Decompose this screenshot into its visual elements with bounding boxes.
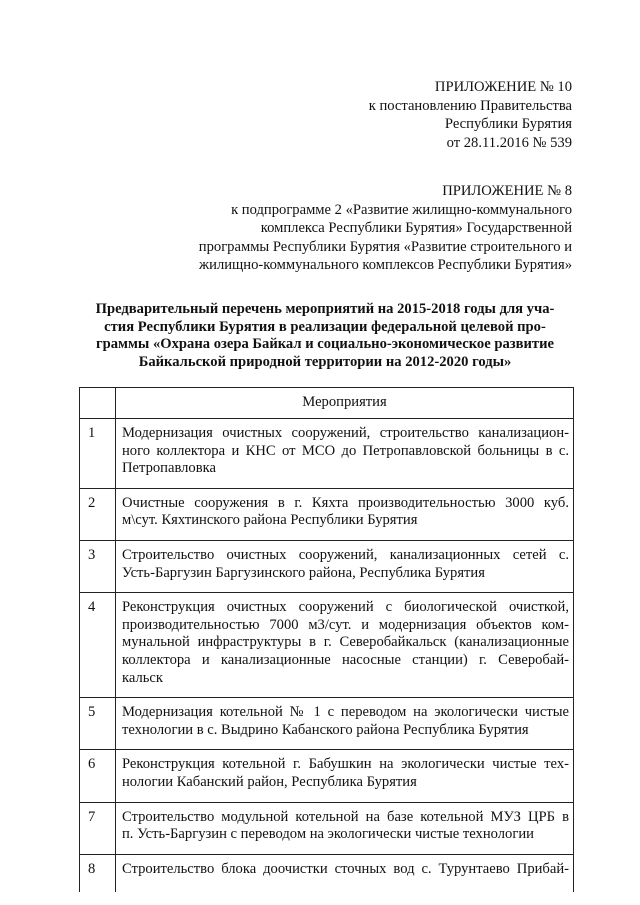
measure-text-line: Очистные сооружения в г. Кяхта производительностью 3000 куб. — [122, 494, 569, 511]
measure-text-line: ного коллектора и КНС от МСО до Петропавловской больницы в с. — [122, 442, 569, 459]
appendix-8-line: комплекса Республики Бурятия» Государственной — [260, 220, 572, 237]
row-measure-cell — [116, 802, 574, 854]
row-measure-cell — [116, 698, 574, 750]
table-row — [80, 854, 574, 892]
appendix-8-heading: ПРИЛОЖЕНИЕ № 8 — [442, 183, 572, 199]
measure-text-line: технологии в с. Выдрино Кабанского района Республика Бурятия — [122, 721, 529, 738]
row-number-cell: 2 — [80, 488, 116, 540]
table-row — [80, 698, 574, 750]
measure-text-line: Модернизация очистных сооружений, строительство канализацион- — [122, 425, 569, 441]
appendix-10-heading: ПРИЛОЖЕНИЕ № 10 — [434, 79, 572, 95]
measure-text-line: Петропавловка — [122, 460, 216, 477]
appendix-8-block — [152, 182, 572, 275]
row-number-cell: 4 — [80, 593, 116, 698]
measures-table — [79, 387, 574, 892]
appendix-10-block — [152, 78, 572, 152]
title-line: Байкальской природной территории на 2012-2020 годы» — [138, 353, 512, 370]
table-body — [80, 419, 574, 893]
title-line: Предварительный перечень мероприятий на 2015-2018 годы для уча- — [95, 301, 555, 317]
table-row — [80, 802, 574, 854]
measure-text-line: Реконструкция котельной г. Бабушкин на экологически чистые тех- — [122, 756, 569, 773]
measure-text-line: п. Усть-Баргузин с переводом на экологически чистые технологии — [122, 826, 534, 843]
table-header-row — [80, 388, 574, 419]
appendix-10-date-line: от 28.11.2016 № 539 — [446, 134, 572, 151]
row-number-cell: 1 — [80, 419, 116, 489]
table-row — [80, 540, 574, 592]
row-number-cell: 8 — [80, 854, 116, 892]
document-title — [80, 301, 570, 371]
row-measure-cell — [116, 593, 574, 698]
row-number-cell: 5 — [80, 698, 116, 750]
appendix-10-line: к постановлению Правительства — [368, 97, 572, 114]
row-measure-cell — [116, 419, 574, 489]
appendix-8-line: программы Республики Бурятия «Развитие строительного и — [198, 238, 572, 255]
table-row — [80, 750, 574, 802]
measure-text-line: мунальной инфраструктуры в г. Северобайкальск (канализационные — [122, 634, 569, 651]
row-measure-cell — [116, 750, 574, 802]
measure-text-line: Строительство блока доочистки сточных вод с. Турунтаево Прибай- — [122, 860, 569, 877]
measure-text-line: м\сут. Кяхтинского района Республики Бурятия — [122, 512, 418, 529]
appendix-10-line: Республики Бурятия — [444, 116, 572, 133]
title-line: граммы «Охрана озера Байкал и социально-экономическое развитие — [96, 336, 554, 353]
measure-text-line: Реконструкция очистных сооружений с биологической очисткой, — [122, 599, 569, 616]
title-line: стия Республики Бурятия в реализации федеральной целевой про- — [104, 318, 546, 335]
measure-text-line: кальск — [122, 669, 163, 686]
measure-text-line: коллектора и канализационные насосные станции) г. Северобай- — [122, 651, 569, 668]
table-row — [80, 488, 574, 540]
table-row — [80, 419, 574, 489]
row-number-cell: 6 — [80, 750, 116, 802]
row-measure-cell — [116, 488, 574, 540]
measure-text-line: Строительство модульной котельной на базе котельной МУЗ ЦРБ в — [122, 808, 569, 825]
measure-text-line: Модернизация котельной № 1 с переводом на экологически чистые — [122, 704, 569, 721]
header-measures-cell: Мероприятия — [116, 388, 574, 419]
row-number-cell: 3 — [80, 540, 116, 592]
measure-text-line: нологии Кабанский район, Республика Бурятия — [122, 773, 417, 790]
measure-text-line: Строительство очистных сооружений, канализационных сетей с. — [122, 546, 569, 563]
measure-text-line: производительностью 7000 м3/сут. и модернизация объектов ком- — [122, 616, 569, 633]
row-measure-cell — [116, 540, 574, 592]
row-measure-cell — [116, 854, 574, 892]
table-row — [80, 593, 574, 698]
appendix-8-line: жилищно-коммунального комплексов Республики Бурятия» — [199, 257, 572, 274]
row-number-cell: 7 — [80, 802, 116, 854]
appendix-8-line: к подпрограмме 2 «Развитие жилищно-коммунального — [231, 201, 572, 218]
header-number-cell — [80, 388, 116, 419]
measure-text-line: Усть-Баргузин Баргузинского района, Республика Бурятия — [122, 564, 485, 581]
